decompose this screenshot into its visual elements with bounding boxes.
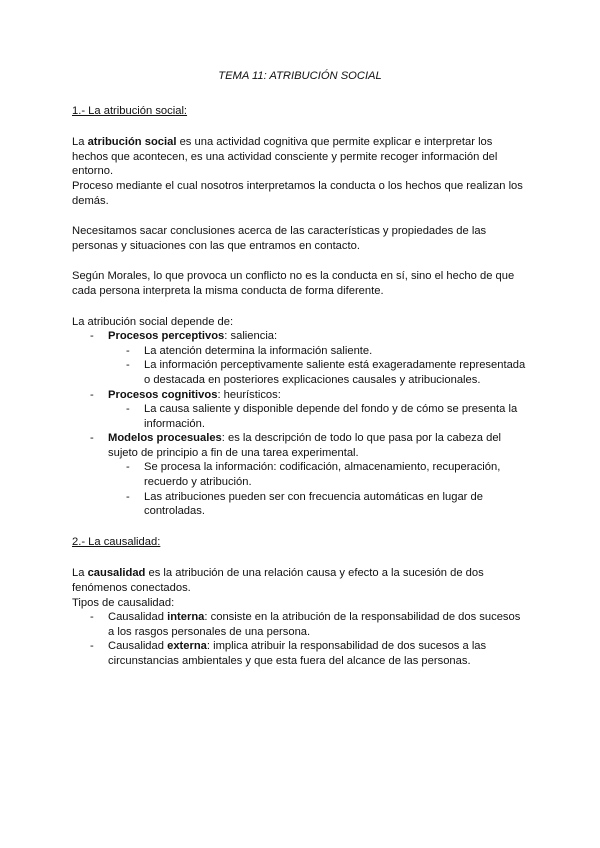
item-text: : heurísticos: <box>217 388 281 401</box>
item-text: : saliencia: <box>224 330 278 343</box>
item-bold-term: Procesos perceptivos <box>108 330 225 343</box>
paragraph-tipos: Tipos de causalidad: <box>72 596 175 609</box>
paragraph-block-conclusions <box>72 224 528 253</box>
section-2-content <box>72 566 528 668</box>
list-item-procesuales <box>72 431 528 519</box>
section-1-intro <box>72 135 528 208</box>
term-causalidad: causalidad <box>87 567 146 580</box>
paragraph-block-morales <box>72 269 528 298</box>
paragraph-morales: Según Morales, lo que provoca un conflicto no es la conducta en sí, sino el hecho de que cada persona interpreta la misma conducta de forma diferente. <box>72 270 515 297</box>
list-item-perceptivos <box>72 329 528 387</box>
sub-list-item: - Se procesa la información: codificación, almacenamiento, recuperación, recuerdo y atribución. <box>108 460 528 489</box>
sub-list-item: - La atención determina la información saliente. <box>108 344 528 359</box>
sub-list <box>108 402 528 431</box>
dependency-list <box>72 329 528 519</box>
paragraph-process: Proceso mediante el cual nosotros interpretamos la conducta o los hechos que realizan los demás. <box>72 179 523 207</box>
list-item-cognitivos <box>72 388 528 432</box>
item-bold-term: interna <box>167 611 205 624</box>
sub-list-item: - La causa saliente y disponible depende del fondo y de cómo se presenta la información. <box>108 402 528 431</box>
list-item-interna: - Causalidad interna: consiste en la atribución de la responsabilidad de dos sucesos a los rasgos personales de una persona. <box>72 610 528 639</box>
term-atribucion-social: atribución social <box>87 136 177 149</box>
paragraph-conclusions: Necesitamos sacar conclusiones acerca de las características y propiedades de las personas y situaciones con las que entramos en contacto. <box>72 225 487 252</box>
item-bold-term: externa <box>167 640 207 653</box>
item-bold-term: Modelos procesuales <box>108 432 222 445</box>
document-title: TEMA 11: ATRIBUCIÓN SOCIAL <box>218 70 382 82</box>
sub-list <box>108 344 528 388</box>
sub-list <box>108 460 528 518</box>
paragraph-definition: La atribución social es una actividad cognitiva que permite explicar e interpretar los hechos que acontecen, es una actividad consciente y permite recoger información del entorno. <box>72 136 498 178</box>
sub-list-item: - La información perceptivamente saliente está exageradamente representada o destacada en posteriores explicaciones causales y atribucionales. <box>108 358 528 387</box>
section-2-heading: 2.- La causalidad: <box>72 535 161 548</box>
paragraph-depends-on: La atribución social depende de: <box>72 315 234 328</box>
item-text: : es la descripción de todo lo que pasa por la cabeza del sujeto de principio a fin de una tarea experimental. <box>108 432 502 459</box>
list-item-externa: - Causalidad externa: implica atribuir la responsabilidad de dos sucesos a las circunstancias ambientales y que esta fuera del alcance de las personas. <box>72 639 528 668</box>
dependencies-block <box>72 315 528 519</box>
causalidad-list <box>72 610 528 668</box>
sub-list-item: - Las atribuciones pueden ser con frecuencia automáticas en lugar de controladas. <box>108 490 528 519</box>
item-bold-term: Procesos cognitivos <box>108 388 218 401</box>
section-1-heading: 1.- La atribución social: <box>72 104 188 117</box>
paragraph-causalidad: La causalidad es la atribución de una relación causa y efecto a la sucesión de dos fenómenos conectados. <box>72 567 484 595</box>
